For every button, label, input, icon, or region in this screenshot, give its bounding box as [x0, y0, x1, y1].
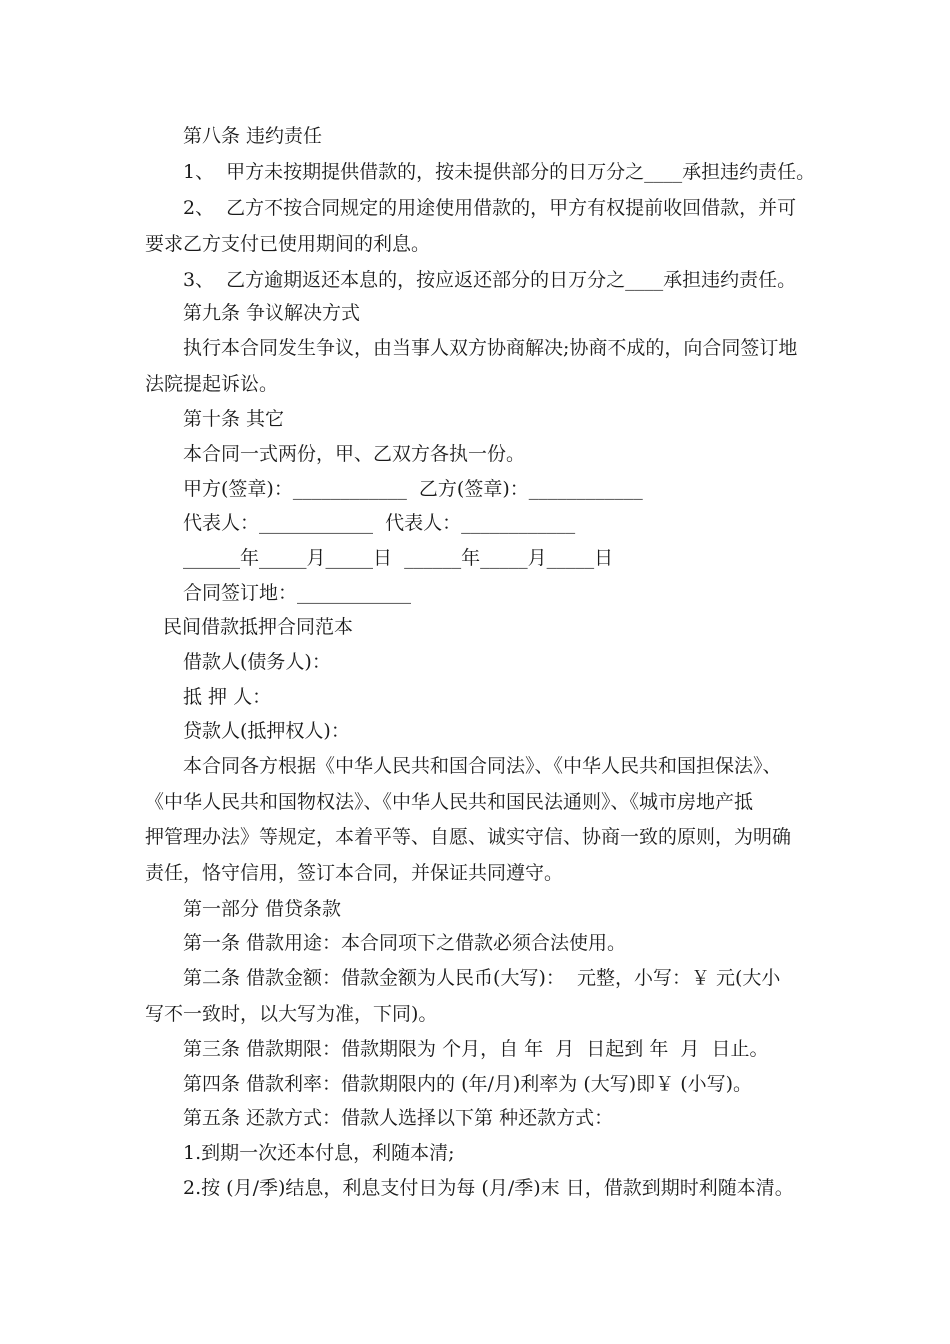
part-1-heading: 第一部分 借贷条款 — [183, 898, 342, 920]
paragraph-line: 法院提起诉讼。 — [145, 373, 279, 395]
paragraph-line: 本合同各方根据《中华人民共和国合同法》、《中华人民共和国担保法》、 — [183, 755, 782, 777]
repayment-option-1: 1.到期一次还本付息，利随本清; — [183, 1142, 455, 1164]
article-9-heading: 第九条 争议解决方式 — [183, 302, 361, 324]
article-10-heading: 第十条 其它 — [183, 408, 285, 430]
document-title: 民间借款抵押合同范本 — [163, 616, 354, 638]
paragraph-line: 押管理办法》等规定，本着平等、自愿、诚实守信、协商一致的原则，为明确 — [145, 826, 792, 848]
date-line: ______年_____月_____日 ______年_____月_____日 — [183, 547, 614, 569]
article-5-line: 第五条 还款方式：借款人选择以下第 种还款方式： — [183, 1107, 614, 1129]
article-8-heading: 第八条 违约责任 — [183, 125, 323, 147]
paragraph-line: 本合同一式两份，甲、乙双方各执一份。 — [183, 443, 526, 465]
paragraph-line: 1、 甲方未按期提供借款的，按未提供部分的日万分之____承担违约责任。 — [183, 161, 816, 183]
representative-line: 代表人：____________ 代表人：____________ — [183, 512, 576, 534]
paragraph-line: 要求乙方支付已使用期间的利息。 — [145, 233, 431, 255]
paragraph-line: 责任，恪守信用，签订本合同，并保证共同遵守。 — [145, 862, 564, 884]
article-3-line: 第三条 借款期限：借款期限为 个月，自 年 月 日起到 年 月 日止。 — [183, 1038, 769, 1060]
signature-line: 甲方(签章)：____________ 乙方(签章)：____________ — [183, 478, 643, 500]
mortgagor-line: 抵 押 人： — [183, 686, 272, 708]
article-2-line: 第二条 借款金额：借款金额为人民币(大写)： 元整，小写：￥ 元(大小 — [183, 967, 781, 989]
paragraph-line: 写不一致时，以大写为准，下同)。 — [145, 1003, 438, 1025]
signing-place-line: 合同签订地：____________ — [183, 582, 412, 604]
repayment-option-2: 2.按 (月/季)结息，利息支付日为每 (月/季)末 日，借款到期时利随本清。 — [183, 1177, 794, 1199]
paragraph-line: 2、 乙方不按合同规定的用途使用借款的，甲方有权提前收回借款，并可 — [183, 197, 797, 219]
article-4-line: 第四条 借款利率：借款期限内的 (年/月)利率为 (大写)即￥ (小写)。 — [183, 1073, 753, 1095]
paragraph-line: 《中华人民共和国物权法》、《中华人民共和国民法通则》、《城市房地产抵 — [145, 791, 754, 813]
article-1-line: 第一条 借款用途：本合同项下之借款必须合法使用。 — [183, 932, 627, 954]
borrower-line: 借款人(债务人)： — [183, 651, 331, 673]
paragraph-line: 3、 乙方逾期返还本息的，按应返还部分的日万分之____承担违约责任。 — [183, 269, 797, 291]
lender-line: 贷款人(抵押权人)： — [183, 720, 350, 742]
paragraph-line: 执行本合同发生争议，由当事人双方协商解决;协商不成的，向合同签订地 — [183, 337, 798, 359]
